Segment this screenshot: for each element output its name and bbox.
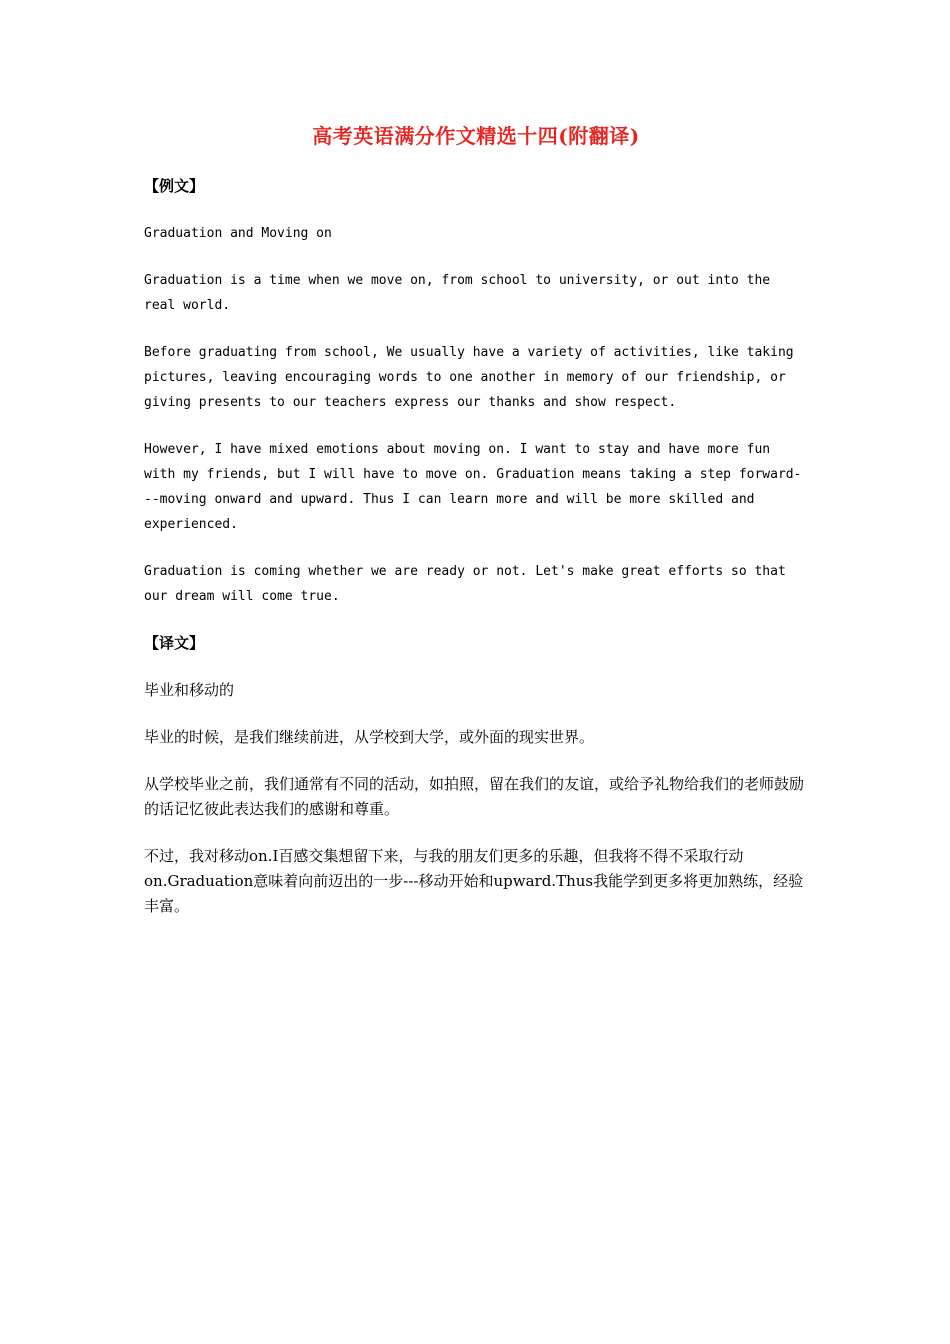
translation-paragraph-1: 毕业的时候，是我们继续前进，从学校到大学，或外面的现实世界。 — [144, 728, 595, 746]
example-heading: 【例文】 — [144, 177, 205, 195]
translation-heading: 【译文】 — [144, 634, 205, 652]
translation-title: 毕业和移动的 — [144, 681, 235, 699]
document-content — [144, 120, 808, 941]
essay-paragraph-2: Before graduating from school, We usually have a variety of activities, like taking pictures, leaving encouraging words to one another in memory of our friendship, or giving presents to our teachers express our thanks and show respect. — [144, 345, 794, 410]
essay-paragraph-3: However, I have mixed emotions about moving on. I want to stay and have more fun with my friends, but I will have to move on. Graduation means taking a step forward---moving onward and upward. Thus I can learn more and will be more skilled and experienced. — [144, 442, 802, 532]
essay-paragraph-4: Graduation is coming whether we are ready or not. Let's make great efforts so that our dream will come true. — [144, 564, 786, 604]
translation-paragraph-3: 不过，我对移动on.I百感交集想留下来，与我的朋友们更多的乐趣，但我将不得不采取行动on.Graduation意味着向前迈出的一步---移动开始和upward.Thus我能学到更多将更加熟练，经验丰富。 — [144, 847, 804, 915]
essay-paragraph-1: Graduation is a time when we move on, from school to university, or out into the real world. — [144, 273, 771, 313]
essay-title: Graduation and Moving on — [144, 226, 332, 241]
translation-paragraph-2: 从学校毕业之前，我们通常有不同的活动，如拍照，留在我们的友谊，或给予礼物给我们的老师鼓励的话记忆彼此表达我们的感谢和尊重。 — [144, 775, 805, 818]
document-title: 高考英语满分作文精选十四(附翻译) — [312, 124, 640, 148]
